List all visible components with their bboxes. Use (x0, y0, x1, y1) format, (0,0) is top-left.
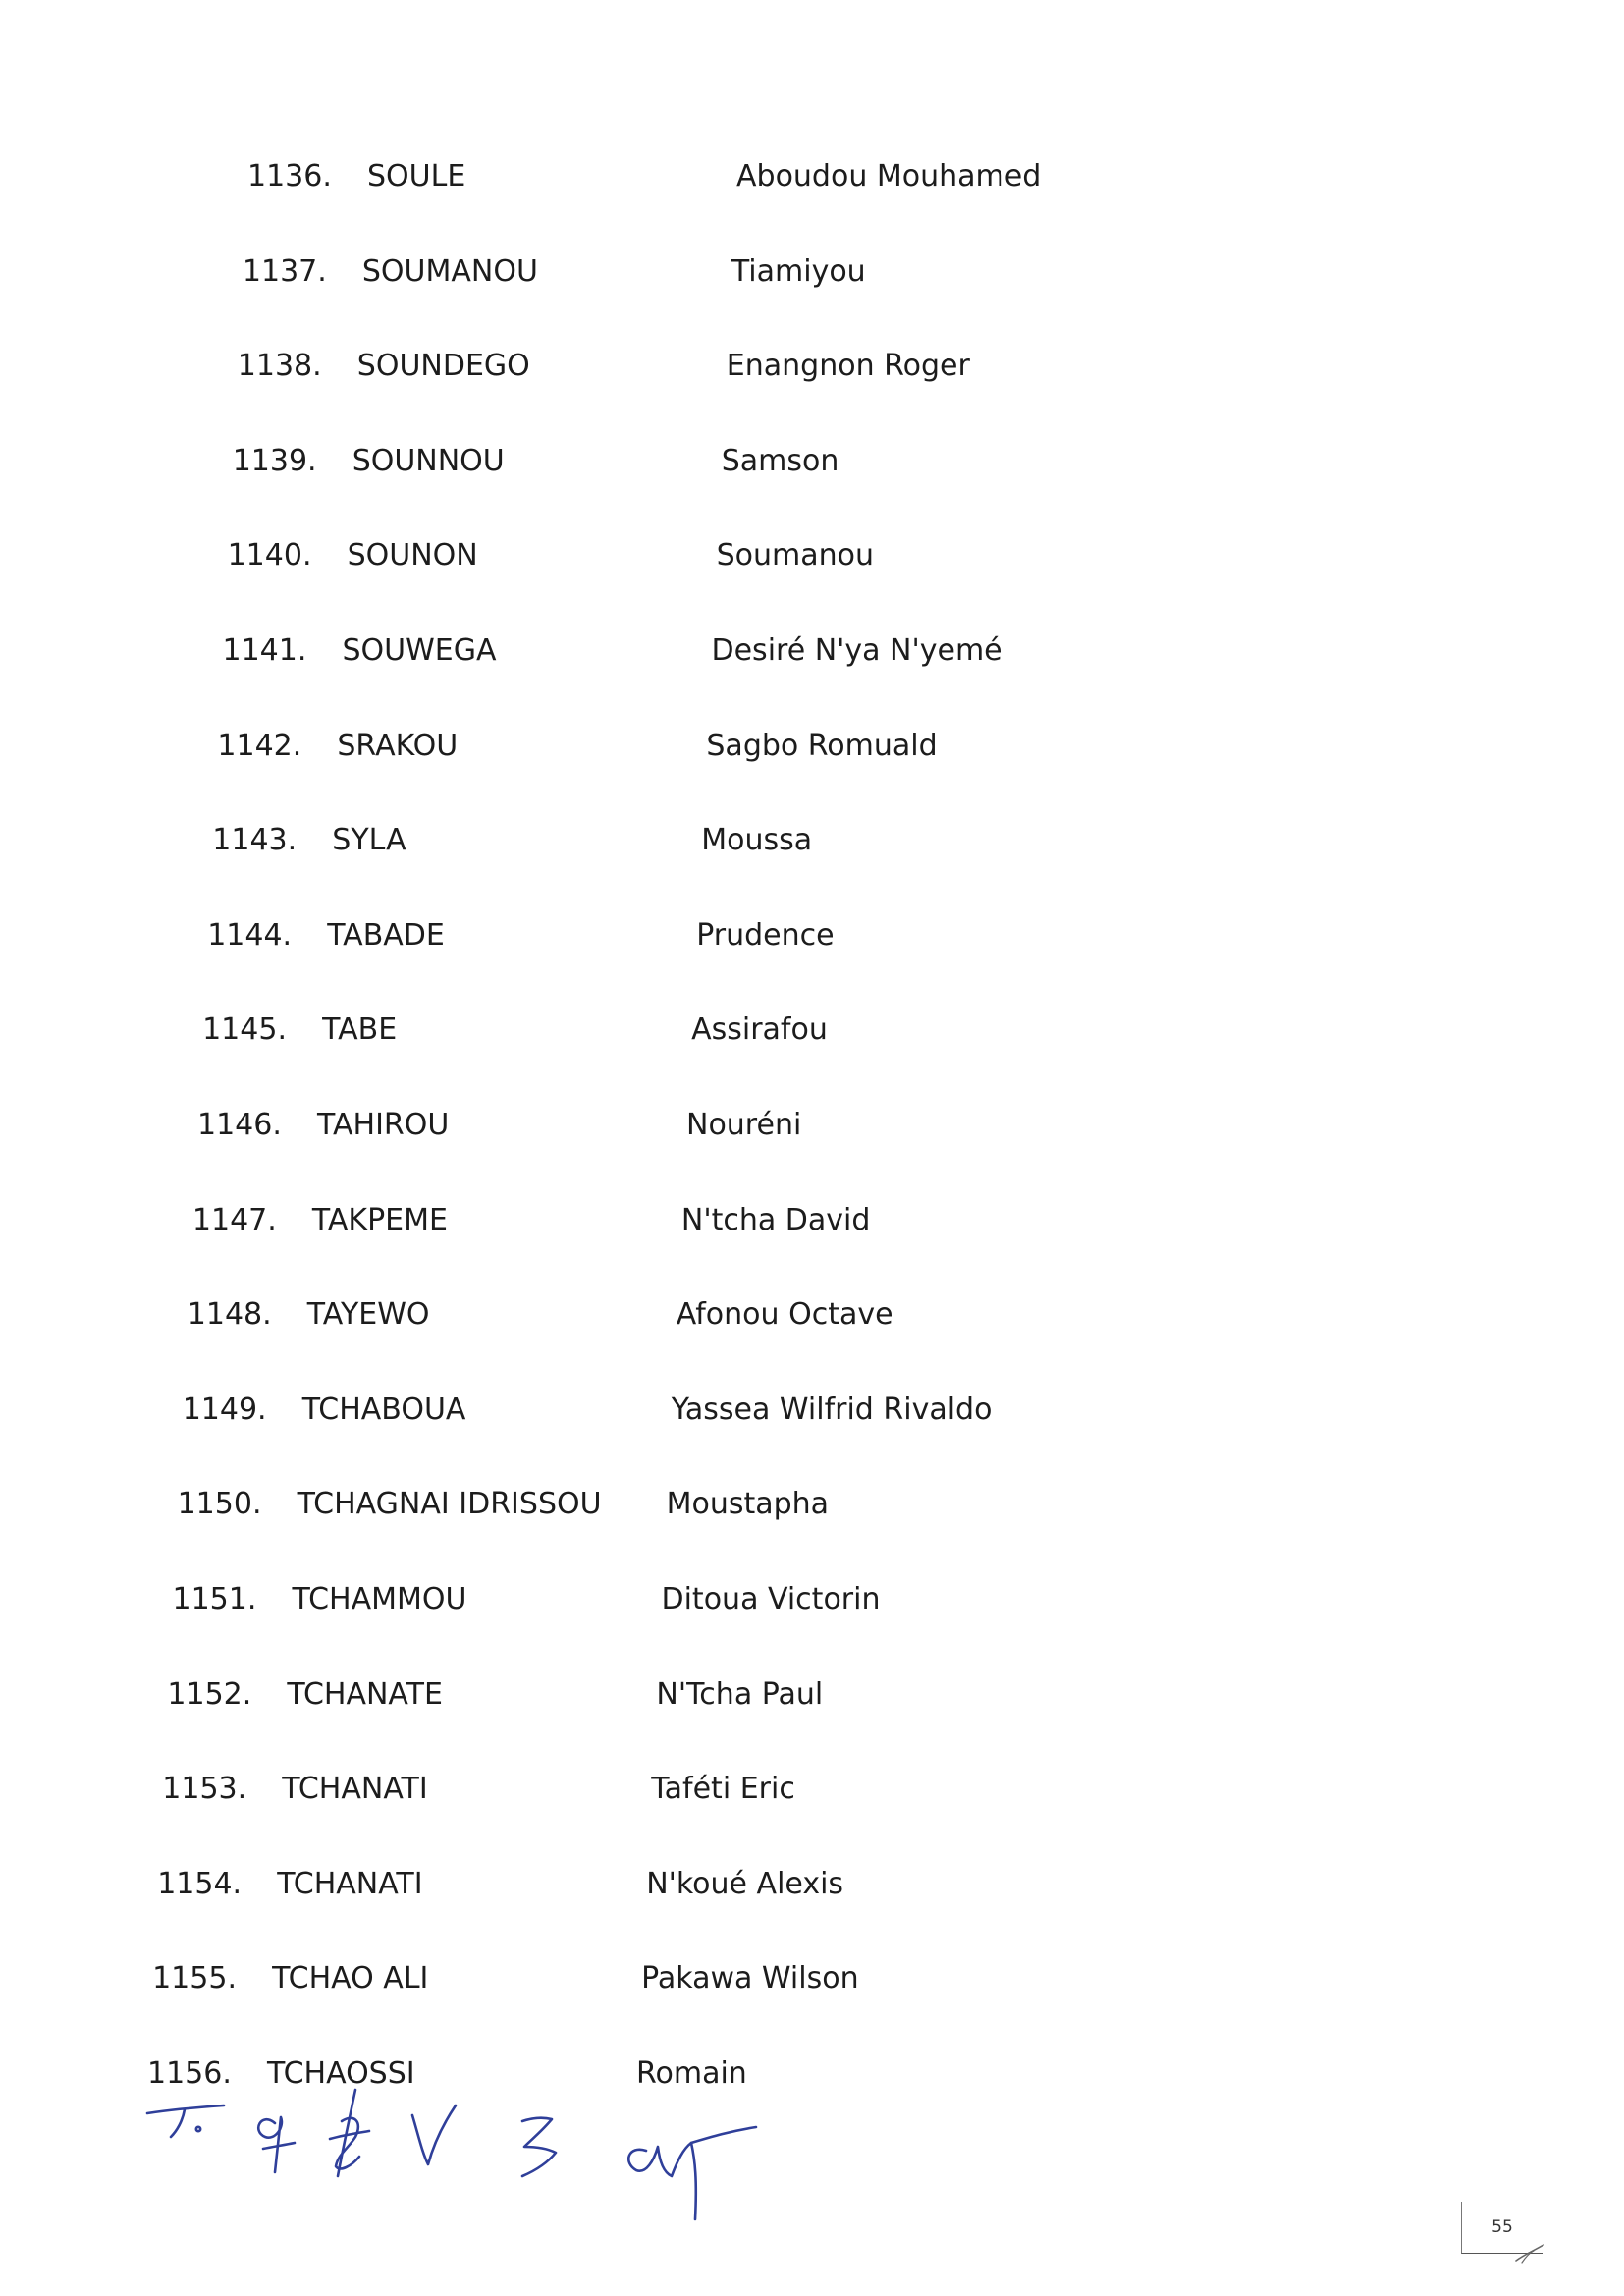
entry-number: 1144. (207, 917, 293, 953)
last-name: SRAKOU (337, 728, 459, 763)
entry-number: 1140. (227, 538, 312, 574)
first-names: Aboudou Mouhamed (736, 159, 1042, 193)
list-item (188, 1290, 1169, 1339)
list-item (233, 437, 1215, 486)
first-names: Nouréni (686, 1108, 802, 1142)
last-name: SOUNDEGO (356, 349, 530, 384)
entry-number: 1149. (182, 1392, 267, 1427)
entry-number: 1156. (147, 2056, 232, 2091)
last-name: SOUWEGA (342, 633, 497, 668)
list-item (243, 247, 1224, 297)
first-names: Enangnon Roger (726, 349, 970, 384)
last-name: TCHANATE (287, 1676, 443, 1712)
handwritten-initials (128, 2082, 795, 2229)
list-item (192, 1196, 1174, 1245)
last-name: TCHAOSSI (267, 2056, 415, 2091)
entry-number: 1137. (242, 253, 327, 289)
entry-number: 1146. (197, 1108, 282, 1142)
last-name: SOUNON (347, 538, 478, 574)
entry-number: 1141. (222, 633, 307, 668)
list-item (202, 1006, 1184, 1055)
list-item (157, 1860, 1139, 1909)
first-names: Desiré N'ya N'yemé (711, 633, 1002, 668)
entry-number: 1151. (172, 1582, 257, 1616)
list-item (167, 1670, 1149, 1720)
last-name: TCHAO ALI (272, 1961, 429, 1996)
first-names: Pakawa Wilson (641, 1961, 859, 1996)
first-names: N'tcha David (680, 1202, 871, 1237)
first-names: Assirafou (691, 1012, 828, 1048)
last-name: TABADE (327, 917, 445, 953)
first-names: Sagbo Romuald (706, 728, 938, 763)
list-item (247, 152, 1229, 201)
entry-number: 1138. (237, 349, 322, 384)
entry-number: 1143. (212, 823, 298, 858)
last-name: TCHAMMOU (292, 1582, 467, 1616)
list-item (173, 1575, 1155, 1624)
first-names: Soumanou (716, 538, 874, 574)
last-name: TAYEWO (306, 1297, 430, 1333)
last-name: TCHANATI (282, 1772, 428, 1807)
list-item (207, 911, 1189, 960)
last-name: TCHANATI (277, 1866, 423, 1901)
entry-number: 1152. (167, 1676, 252, 1712)
entry-number: 1153. (162, 1772, 247, 1807)
first-names: Afonou Octave (676, 1297, 893, 1333)
entry-number: 1147. (191, 1202, 277, 1237)
last-name: TABE (322, 1012, 398, 1048)
entry-number: 1139. (232, 443, 317, 478)
first-names: Ditoua Victorin (661, 1582, 881, 1616)
first-names: Moussa (701, 823, 813, 858)
entry-number: 1136. (247, 159, 332, 193)
list-item (197, 1101, 1179, 1150)
list-item (223, 627, 1205, 676)
entry-number: 1145. (202, 1012, 287, 1048)
first-names: Yassea Wilfrid Rivaldo (671, 1392, 993, 1427)
entry-number: 1154. (157, 1866, 243, 1901)
page-number-initial (1512, 2241, 1545, 2265)
first-names: Tiamiyou (731, 253, 866, 289)
last-name: TAKPEME (311, 1202, 448, 1237)
first-names: Moustapha (666, 1487, 830, 1522)
last-name: SOUMANOU (361, 253, 538, 289)
list-item (238, 342, 1219, 391)
list-item (228, 531, 1210, 580)
entry-number: 1148. (187, 1297, 272, 1333)
first-names: Taféti Eric (651, 1772, 795, 1807)
list-item (162, 1765, 1144, 1814)
first-names: N'koué Alexis (646, 1866, 844, 1901)
entry-number: 1150. (177, 1487, 262, 1522)
entry-number: 1155. (152, 1961, 237, 1996)
last-name: TCHABOUA (301, 1392, 466, 1427)
first-names: Samson (721, 443, 839, 478)
list-item (183, 1386, 1164, 1435)
last-name: SOULE (367, 159, 466, 193)
last-name: TCHAGNAI IDRISSOU (297, 1487, 602, 1522)
first-names: N'Tcha Paul (656, 1676, 824, 1712)
list-item (217, 722, 1199, 771)
first-names: Romain (636, 2056, 747, 2091)
first-names: Prudence (696, 917, 835, 953)
list-item (152, 1954, 1134, 2003)
entry-number: 1142. (217, 728, 302, 763)
last-name: SYLA (332, 823, 406, 858)
list-item (212, 816, 1194, 865)
list-item (178, 1480, 1160, 1529)
last-name: TAHIROU (317, 1108, 450, 1142)
last-name: SOUNNOU (352, 443, 505, 478)
page-number: 55 (1491, 2217, 1513, 2237)
